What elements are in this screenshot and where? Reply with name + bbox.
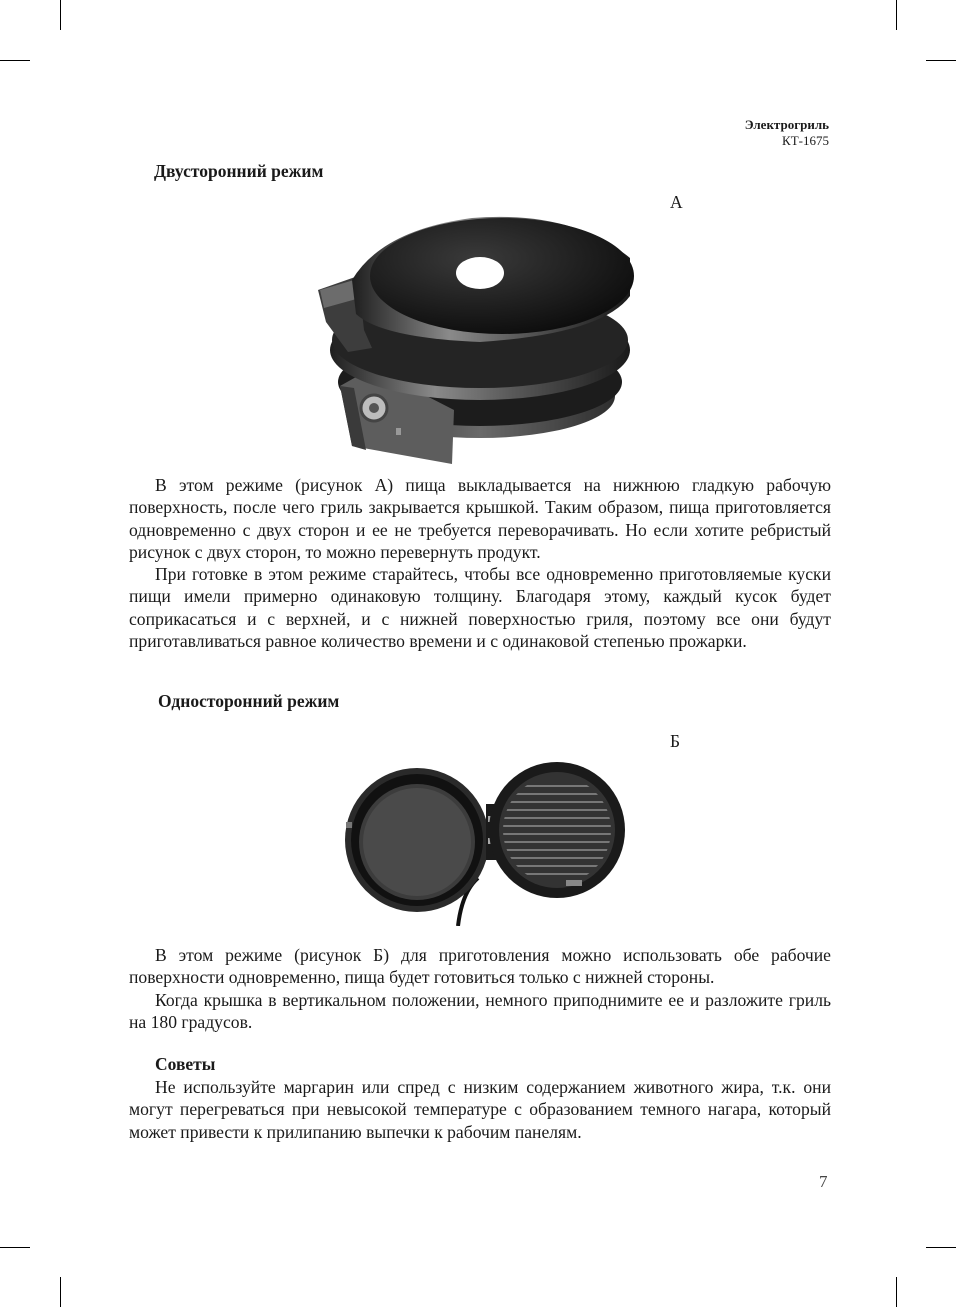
crop-mark	[896, 0, 897, 30]
crop-mark	[0, 1247, 30, 1248]
paragraph: Когда крышка в вертикальном положении, немного приподнимите ее и разложите гриль на 180 градусов.	[129, 990, 831, 1033]
paragraph: При готовке в этом режиме старайтесь, чтобы все одновременно приготовляемые куски пищи имели примерно одинаковую толщину. Благодаря этому, каждый кусок будет соприкасаться и с верхней, и с нижней поверхностью гриля, поэтому все они будут приготавливаться равное количество времени и с одинаковой степенью прожарки.	[129, 564, 831, 652]
figure-label-b: Б	[670, 731, 681, 751]
header-title: Электрогриль	[744, 117, 829, 132]
page-number: 7	[819, 1172, 828, 1191]
crop-mark	[60, 1277, 61, 1307]
crop-mark	[926, 60, 956, 61]
figure-a-closed-grill	[312, 210, 642, 472]
crop-mark	[60, 0, 61, 30]
paragraph: В этом режиме (рисунок Б) для приготовления можно использовать обе рабочие поверхности одновременно, пища будет готовиться только с нижней стороны.	[129, 945, 831, 988]
tips-paragraph: Не используйте маргарин или спред с низким содержанием животного жира, т.к. они могут перегреваться при невысокой температуре с образованием темного нагара, который может привести к прилипанию выпечки к рабочим панелям.	[129, 1077, 831, 1142]
section-heading-single-sided: Односторонний режим	[158, 691, 340, 711]
figure-b-open-grill	[344, 760, 644, 926]
section-heading-double-sided: Двусторонний режим	[154, 161, 324, 181]
tips-heading: Советы	[155, 1054, 216, 1074]
paragraph: В этом режиме (рисунок А) пища выкладывается на нижнюю гладкую рабочую поверхность, после чего гриль закрывается крышкой. Таким образом, пища приготовляется одновременно с двух сторон и ее не требуется переворачивать. Но если хотите ребристый рисунок с двух сторон, то можно перевернуть продукт.	[129, 475, 831, 563]
crop-mark	[896, 1277, 897, 1307]
crop-mark	[0, 60, 30, 61]
header-model: КТ-1675	[782, 133, 829, 148]
crop-mark	[926, 1247, 956, 1248]
figure-label-a: А	[670, 192, 683, 212]
